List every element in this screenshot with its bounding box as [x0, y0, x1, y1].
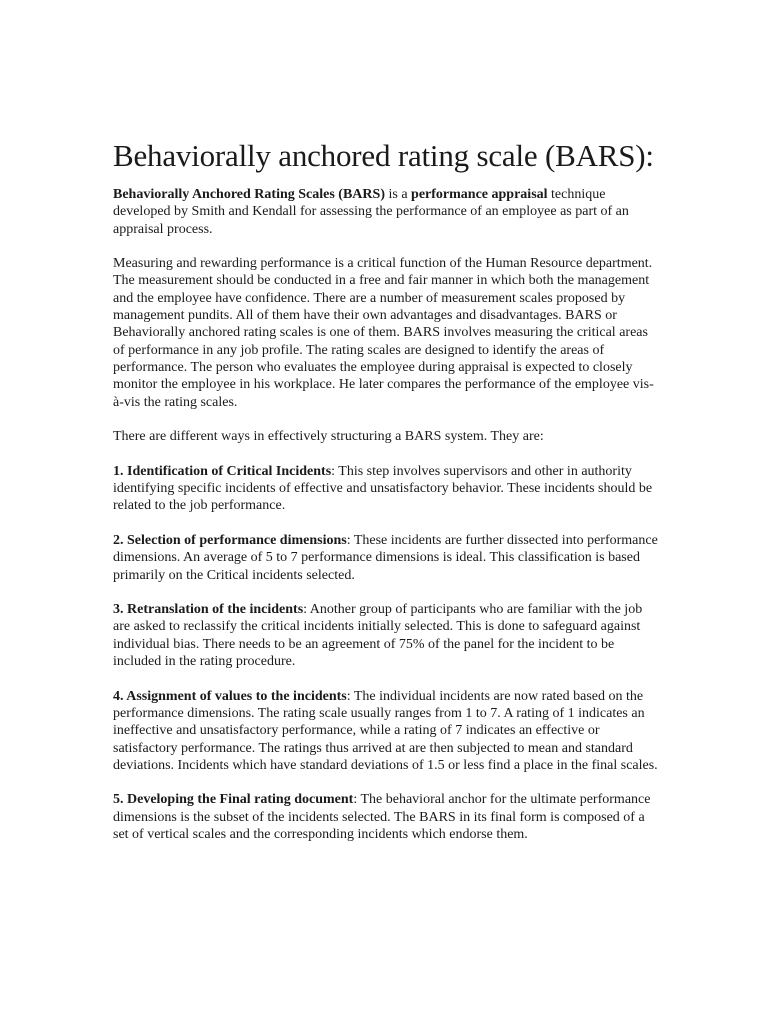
intro-bold-appraisal: performance appraisal [411, 187, 548, 202]
step-1 [113, 463, 658, 515]
intro-bold-term: Behaviorally Anchored Rating Scales (BARS) [113, 187, 385, 202]
step-4-text: : The individual incidents are now rated based on the performance dimensions. The rating scale usually ranges from 1 to 7. A rating of 1 indicates an ineffective and unsatisfactory performance, while a rating of 7 indicates an effective or satisfactory performance. The ratings thus arrived at are then subjected to mean and standard deviations. Incidents which have standard deviations of 1.5 or less find a place in the final scales. [113, 688, 658, 773]
step-5-heading: 5. Developing the Final rating document [113, 792, 354, 808]
step-3-heading: 3. Retranslation of the incidents [113, 602, 304, 618]
step-1-text: : This step involves supervisors and other in authority identifying specific incidents of effective and unsatisfactory behavior. These incidents should be related to the job performance. [113, 463, 653, 514]
step-1-heading: 1. Identification of Critical Incidents [113, 463, 332, 479]
step-4-heading: 4. Assignment of values to the incidents [113, 688, 347, 704]
step-4 [113, 688, 658, 774]
intro-paragraph [113, 186, 658, 238]
page-title: Behaviorally anchored rating scale (BARS): [113, 138, 654, 173]
step-5-text: : The behavioral anchor for the ultimate performance dimensions is the subset of the incidents selected. The BARS in its final form is composed of a set of vertical scales and the corresponding incidents which endorse them. [113, 792, 651, 842]
document-page [113, 136, 658, 861]
step-3-text: : Another group of participants who are familiar with the job are asked to reclassify the critical incidents initially selected. This is done to safeguard against individual bias. There needs to be an agreement of 75% of the panel for the incident to be included in the rating procedure. [113, 602, 643, 670]
step-2-text: : These incidents are further dissected into performance dimensions. An average of 5 to 7 performance dimensions is ideal. This classification is based primarily on the Critical incidents selected. [113, 532, 658, 583]
intro-text-2: technique developed by Smith and Kendall for assessing the performance of an employee as part of an appraisal process. [113, 187, 629, 237]
step-5 [113, 791, 658, 843]
step-3 [113, 601, 658, 670]
body-paragraph: Measuring and rewarding performance is a critical function of the Human Resource department. The measurement should be conducted in a free and fair manner in which both the management and the employee have confidence. There are a number of measurement scales proposed by management pundits. All of them have their own advantages and disadvantages. BARS or Behaviorally anchored rating scales is one of them. BARS involves measuring the critical areas of performance in any job profile. The rating scales are designed to identify the areas of performance. The person who evaluates the employee during appraisal is expected to closely monitor the employee in his workplace. He later compares the performance of the employee vis-à-vis the rating scales. [113, 256, 654, 410]
steps-intro-paragraph: There are different ways in effectively structuring a BARS system. They are: [113, 429, 544, 445]
intro-text-1: is a [384, 187, 412, 202]
step-2 [113, 532, 658, 584]
step-2-heading: 2. Selection of performance dimensions [113, 532, 347, 548]
